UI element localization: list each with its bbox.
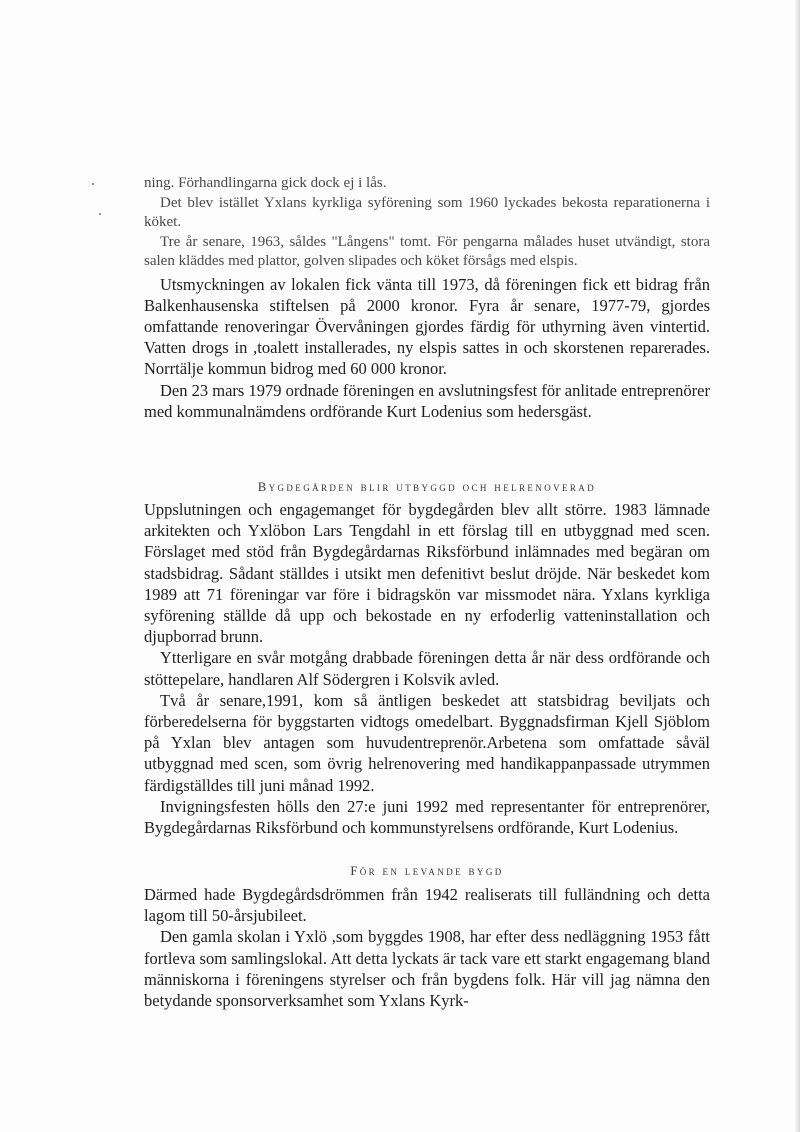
paragraph: Den 23 mars 1979 ordnade föreningen en avslutningsfest för anlitade entreprenörer med kommunalnämdens ordförande Kurt Lodenius som hedersgäst. bbox=[144, 380, 710, 421]
section-2-body bbox=[144, 499, 710, 838]
section-3-body bbox=[144, 884, 710, 1011]
paragraph-continued: ning. Förhandlingarna gick dock ej i lås. bbox=[144, 175, 387, 191]
scan-speck bbox=[92, 183, 94, 185]
paragraph: Därmed hade Bygdegårdsdrömmen från 1942 realiserats till fulländning och detta lagom till 50-årsjubileet. bbox=[144, 885, 710, 926]
paragraph: Den gamla skolan i Yxlö ,som byggdes 1908, har efter dess nedläggning 1953 fått fortleva som samlingslokal. Att detta lyckats är tack vare ett starkt engagemang bland människorna i föreningens styrelser och från bygdens folk. Här vill jag nämna den betydande sponsorverksamhet som Yxlans Kyrk- bbox=[144, 927, 710, 1011]
section-1-body bbox=[144, 174, 710, 422]
paragraph: Det blev istället Yxlans kyrkliga syförening som 1960 lyckades bekosta reparationerna i köket. bbox=[144, 194, 710, 230]
paragraph: Tre år senare, 1963, såldes "Långens" tomt. För pengarna målades huset utvändigt, stora salen kläddes med plattor, golven slipades och köket försågs med elspis. bbox=[144, 233, 710, 269]
paragraph: Utsmyckningen av lokalen fick vänta till 1973, då föreningen fick ett bidrag från Balkenhausenska stiftelsen på 2000 kronor. Fyra år senare, 1977-79, gjordes omfattande renoveringar Övervåningen gjordes färdig för uthyrning även vintertid. Vatten drogs in ,toalett installerades, ny elspis sattes in och skorstenen reparerades. Norrtälje kommun bidrog med 60 000 kronor. bbox=[144, 274, 710, 379]
paragraph: Ytterligare en svår motgång drabbade föreningen detta år när dess ordförande och stöttepelare, handlaren Alf Södergren i Kolsvik avled. bbox=[144, 648, 710, 689]
paragraph: Två år senare,1991, kom så äntligen beskedet att statsbidrag beviljats och förberedelserna för byggstarten vidtogs omedelbart. Byggnadsfirman Kjell Sjöblom på Yxlan blev antagen som huvudentreprenör.Arbetena som omfattade såväl utbyggnad med scen, som övrig helrenovering med handikappanpassade utrymmen färdigställdes till juni månad 1992. bbox=[144, 690, 710, 795]
section-heading: Bygdegården blir utbyggd och helrenoverad bbox=[257, 480, 597, 494]
section-heading: För en levande bygd bbox=[350, 864, 504, 878]
paragraph: Uppslutningen och engagemanget för bygdegården blev allt större. 1983 lämnade arkitekten och Yxlöbon Lars Tengdahl in ett förslag till en utbyggnad med scen. Förslaget med stöd från Bygdegårdarnas Riksförbund inlämnades med begäran om stadsbidrag. Sådant ställdes i utsikt men defenitivt beslut dröjde. När beskedet kom 1989 att 71 föreningar var före i bidragskön var missmodet nära. Yxlans kyrkliga syförening ställde då upp och bekostade en ny erfoderlig vatteninstallation och djupborrad brunn. bbox=[144, 500, 710, 647]
page-edge-shadow bbox=[794, 0, 800, 1132]
scan-speck bbox=[99, 213, 101, 215]
paragraph: Invigningsfesten hölls den 27:e juni 1992 med representanter för entreprenörer, Bygdegårdarnas Riksförbund och kommunstyrelsens ordförande, Kurt Lodenius. bbox=[144, 796, 710, 838]
